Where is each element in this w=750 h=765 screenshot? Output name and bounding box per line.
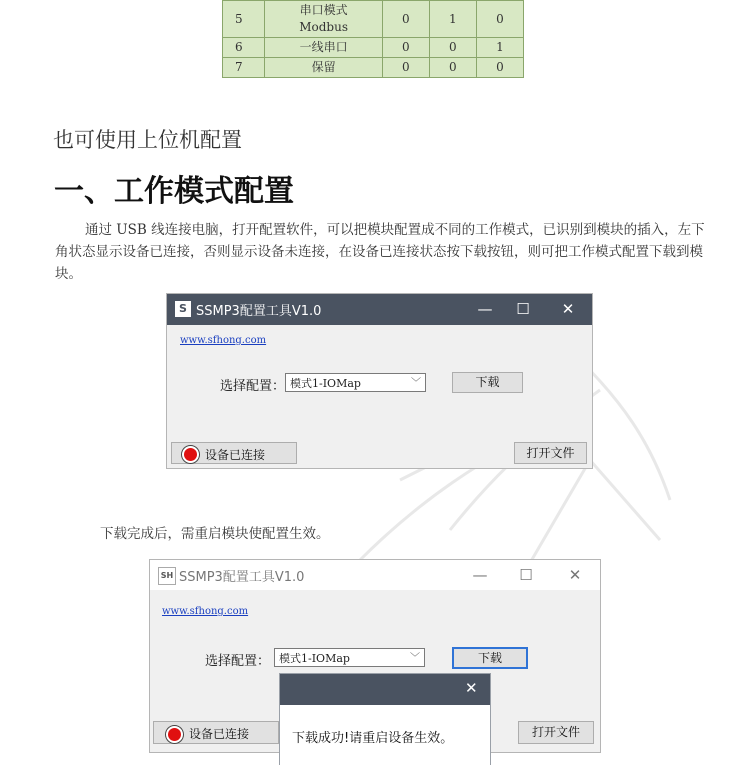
table-cell: 6 [223, 38, 265, 58]
open-file-button[interactable]: 打开文件 [514, 442, 587, 464]
table-row [223, 1, 524, 38]
table-cell: 0 [382, 38, 429, 58]
minimize-icon[interactable]: — [472, 566, 488, 584]
open-file-button[interactable]: 打开文件 [518, 721, 594, 744]
table-cell: 7 [223, 58, 265, 78]
table-cell-line: Modbus [299, 20, 348, 34]
table-cell: 0 [382, 1, 429, 38]
maximize-icon[interactable]: ☐ [519, 566, 533, 584]
select-config-label: 选择配置： [205, 654, 271, 669]
table-cell [265, 1, 382, 38]
connection-status [153, 721, 279, 744]
config-select[interactable] [285, 373, 426, 392]
title-bar [167, 294, 592, 325]
modes-table [222, 0, 524, 78]
download-button[interactable]: 下载 [452, 647, 528, 669]
config-select-value: 模式1-IOMap [290, 377, 361, 390]
section-heading: 一、工作模式配置 [54, 174, 294, 209]
config-select-value: 模式1-IOMap [279, 652, 350, 665]
dialog-message: 下载成功!请重启设备生效。 [292, 731, 454, 746]
section-subheading: 也可使用上位机配置 [53, 128, 242, 152]
table-cell: 1 [429, 1, 476, 38]
window-title: SSMP3配置工具V1.0 [196, 304, 322, 319]
select-config-label: 选择配置： [220, 379, 286, 394]
app-icon: S [175, 301, 191, 317]
download-button[interactable]: 下载 [452, 372, 523, 393]
table-cell: 0 [429, 58, 476, 78]
post-download-note: 下载完成后，需重启模块使配置生效。 [100, 526, 330, 542]
close-icon[interactable]: ✕ [465, 679, 478, 697]
table-cell-line: 串口模式 [299, 3, 348, 17]
website-link[interactable]: www.sfhong.com [180, 335, 267, 346]
config-select[interactable] [274, 648, 425, 667]
download-success-dialog [280, 674, 490, 765]
status-text: 设备已连接 [189, 727, 250, 741]
table-cell: 保留 [265, 58, 382, 78]
minimize-icon[interactable]: — [477, 300, 493, 318]
status-led-icon [166, 726, 183, 743]
close-icon[interactable]: ✕ [568, 566, 582, 584]
config-tool-window [167, 294, 592, 468]
status-led-icon [182, 446, 199, 463]
connection-status [171, 442, 297, 464]
table-cell: 0 [476, 1, 523, 38]
chevron-down-icon: ﹀ [410, 653, 420, 664]
instruction-paragraph: 通过 USB 线连接电脑，打开配置软件，可以把模块配置成不同的工作模式，已识别到模块的插入，左下角状态显示设备已连接，否则显示设备未连接，在设备已连接状态按下载按钮，则可把工作模式配置下载到模块。 [55, 222, 705, 282]
title-bar [150, 560, 600, 590]
table-cell: 0 [429, 38, 476, 58]
table-cell: 1 [476, 38, 523, 58]
dialog-title-bar [280, 674, 490, 705]
table-cell: 0 [476, 58, 523, 78]
close-icon[interactable]: ✕ [561, 300, 575, 318]
table-row [223, 58, 524, 78]
table-cell: 5 [223, 1, 265, 38]
window-title: SSMP3配置工具V1.0 [179, 570, 305, 585]
chevron-down-icon: ﹀ [411, 378, 421, 389]
app-icon: SH [158, 567, 176, 585]
status-text: 设备已连接 [205, 448, 266, 462]
table-cell: 一线串口 [265, 38, 382, 58]
maximize-icon[interactable]: ☐ [516, 300, 530, 318]
table-row [223, 38, 524, 58]
table-cell: 0 [382, 58, 429, 78]
website-link[interactable]: www.sfhong.com [162, 606, 249, 617]
